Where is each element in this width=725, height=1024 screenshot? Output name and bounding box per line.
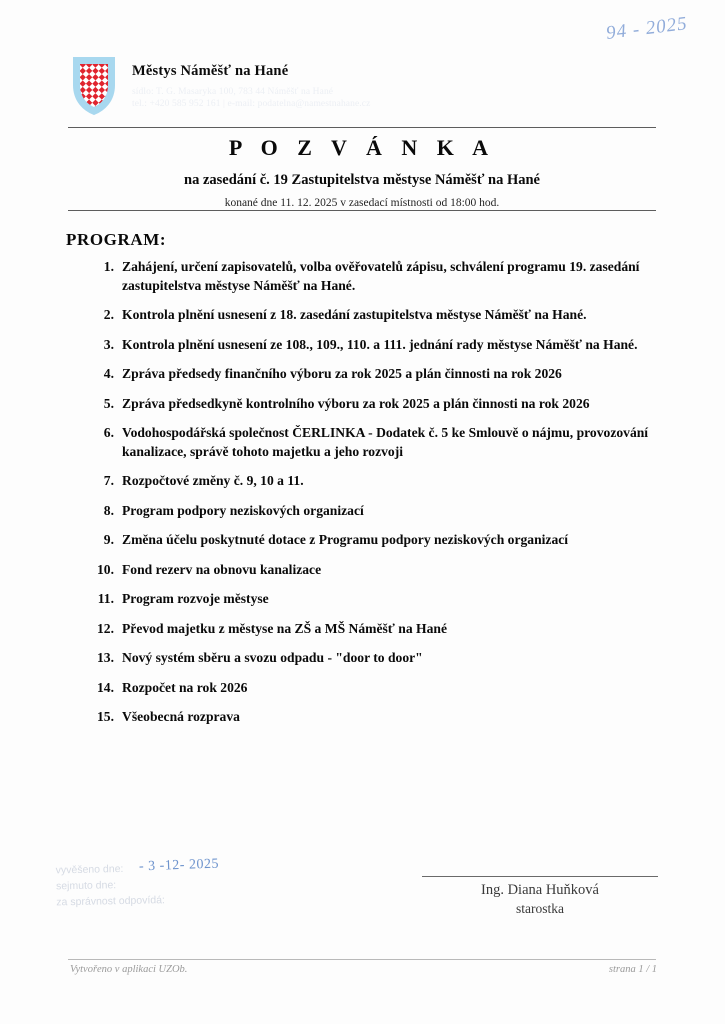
agenda-item	[92, 365, 662, 384]
organization-address: sídlo: T. G. Masaryka 100, 783 44 Náměšť na Hané	[132, 87, 334, 97]
agenda-item	[92, 395, 662, 414]
footer-divider	[68, 959, 656, 960]
coat-of-arms-shield-icon	[70, 55, 118, 117]
agenda-item	[92, 258, 662, 295]
document-title: P O Z V Á N K A	[228, 135, 496, 160]
agenda-item	[92, 502, 662, 521]
title-block	[68, 131, 656, 209]
agenda-item-text: Zpráva předsedy finančního výboru za rok 2025 a plán činnosti na rok 2026	[122, 366, 562, 381]
agenda-item-number: 11.	[97, 591, 114, 606]
agenda-item	[92, 336, 662, 355]
agenda-item-number: 3.	[103, 336, 114, 352]
agenda-item-number: 7.	[103, 473, 114, 488]
agenda-item-text: Program rozvoje městyse	[122, 591, 269, 606]
agenda-item-number: 13.	[97, 650, 114, 665]
agenda-item-number: 12.	[97, 620, 114, 636]
footer-page-number: strana 1 / 1	[608, 964, 657, 975]
agenda-item-number: 5.	[103, 395, 114, 411]
agenda-item-number: 15.	[97, 709, 114, 724]
stamp-responsible-label: za správnost odpovídá:	[56, 894, 166, 909]
program-heading: PROGRAM:	[66, 230, 167, 249]
signatory-name: Ing. Diana Huňková	[481, 882, 599, 898]
agenda-item	[92, 590, 662, 609]
header-divider-top	[68, 127, 656, 128]
signature-line	[422, 876, 658, 877]
agenda-item	[92, 561, 662, 580]
agenda-item-text: Nový systém sběru a svozu odpadu - "door to door"	[122, 650, 423, 665]
agenda-item-text: Rozpočet na rok 2026	[122, 679, 248, 695]
agenda-item-text: Zahájení, určení zapisovatelů, volba ověřovatelů zápisu, schválení programu 19. zasedání zastupitelstva městyse Náměšť na Hané.	[122, 259, 640, 293]
agenda-item	[92, 306, 662, 325]
agenda-item-text: Vodohospodářská společnost ČERLINKA - Dodatek č. 5 ke Smlouvě o nájmu, provozování kanalizace, správě tohoto majetku a jeho rozvoji	[122, 425, 649, 459]
agenda-item-number: 10.	[97, 561, 114, 577]
agenda-item	[92, 708, 662, 727]
agenda-item-number: 9.	[103, 532, 114, 547]
agenda-item-text: Rozpočtové změny č. 9, 10 a 11.	[122, 473, 304, 488]
agenda-item-number: 8.	[103, 502, 114, 518]
agenda-list	[92, 258, 662, 738]
agenda-item-text: Všeobecná rozprava	[122, 709, 240, 724]
agenda-item	[92, 620, 662, 639]
agenda-item	[92, 531, 662, 550]
stamp-removed-label: sejmuto dne:	[55, 879, 117, 893]
agenda-item-text: Převod majetku z městyse na ZŠ a MŠ Náměšť na Hané	[122, 620, 448, 636]
agenda-item-text: Kontrola plnění usnesení z 18. zasedání zastupitelstva městyse Náměšť na Hané.	[122, 307, 587, 322]
agenda-item-text: Fond rezerv na obnovu kanalizace	[122, 561, 322, 577]
header-divider-bottom	[68, 210, 656, 211]
agenda-item-text: Program podpory neziskových organizací	[122, 502, 364, 518]
document-subtitle: na zasedání č. 19 Zastupitelstva městyse Náměšť na Hané	[184, 172, 540, 188]
agenda-item	[92, 679, 662, 698]
agenda-item-number: 6.	[103, 425, 114, 440]
agenda-item	[92, 424, 662, 461]
agenda-item-number: 1.	[103, 259, 114, 274]
organization-contact: tel.: +420 585 952 161 | e-mail: podatelna@namestnahane.cz	[132, 99, 371, 109]
agenda-item-text: Změna účelu poskytnuté dotace z Programu podpory neziskových organizací	[122, 532, 569, 547]
agenda-item-number: 14.	[97, 679, 114, 695]
agenda-item-number: 4.	[103, 366, 114, 381]
agenda-item-number: 2.	[103, 307, 114, 322]
letterhead	[70, 55, 670, 123]
footer-application: Vytvořeno v aplikaci UZOb.	[70, 964, 188, 975]
meeting-datetime: konané dne 11. 12. 2025 v zasedací místnosti od 18:00 hod.	[224, 197, 500, 209]
stamp-handwritten-date: - 3 -12- 2025	[138, 856, 220, 875]
stamp-posted-label: vyvěšeno dne:	[55, 862, 124, 877]
organization-name: Městys Náměšť na Hané	[132, 63, 289, 79]
agenda-item	[92, 649, 662, 668]
agenda-item	[92, 472, 662, 491]
agenda-item-text: Kontrola plnění usnesení ze 108., 109., 110. a 111. jednání rady městyse Náměšť na Hané.	[122, 336, 638, 352]
agenda-item-text: Zpráva předsedkyně kontrolního výboru za rok 2025 a plán činnosti na rok 2026	[122, 395, 590, 411]
handwritten-reference-number: 94 - 2025	[604, 13, 689, 44]
signatory-role: starostka	[516, 901, 564, 916]
